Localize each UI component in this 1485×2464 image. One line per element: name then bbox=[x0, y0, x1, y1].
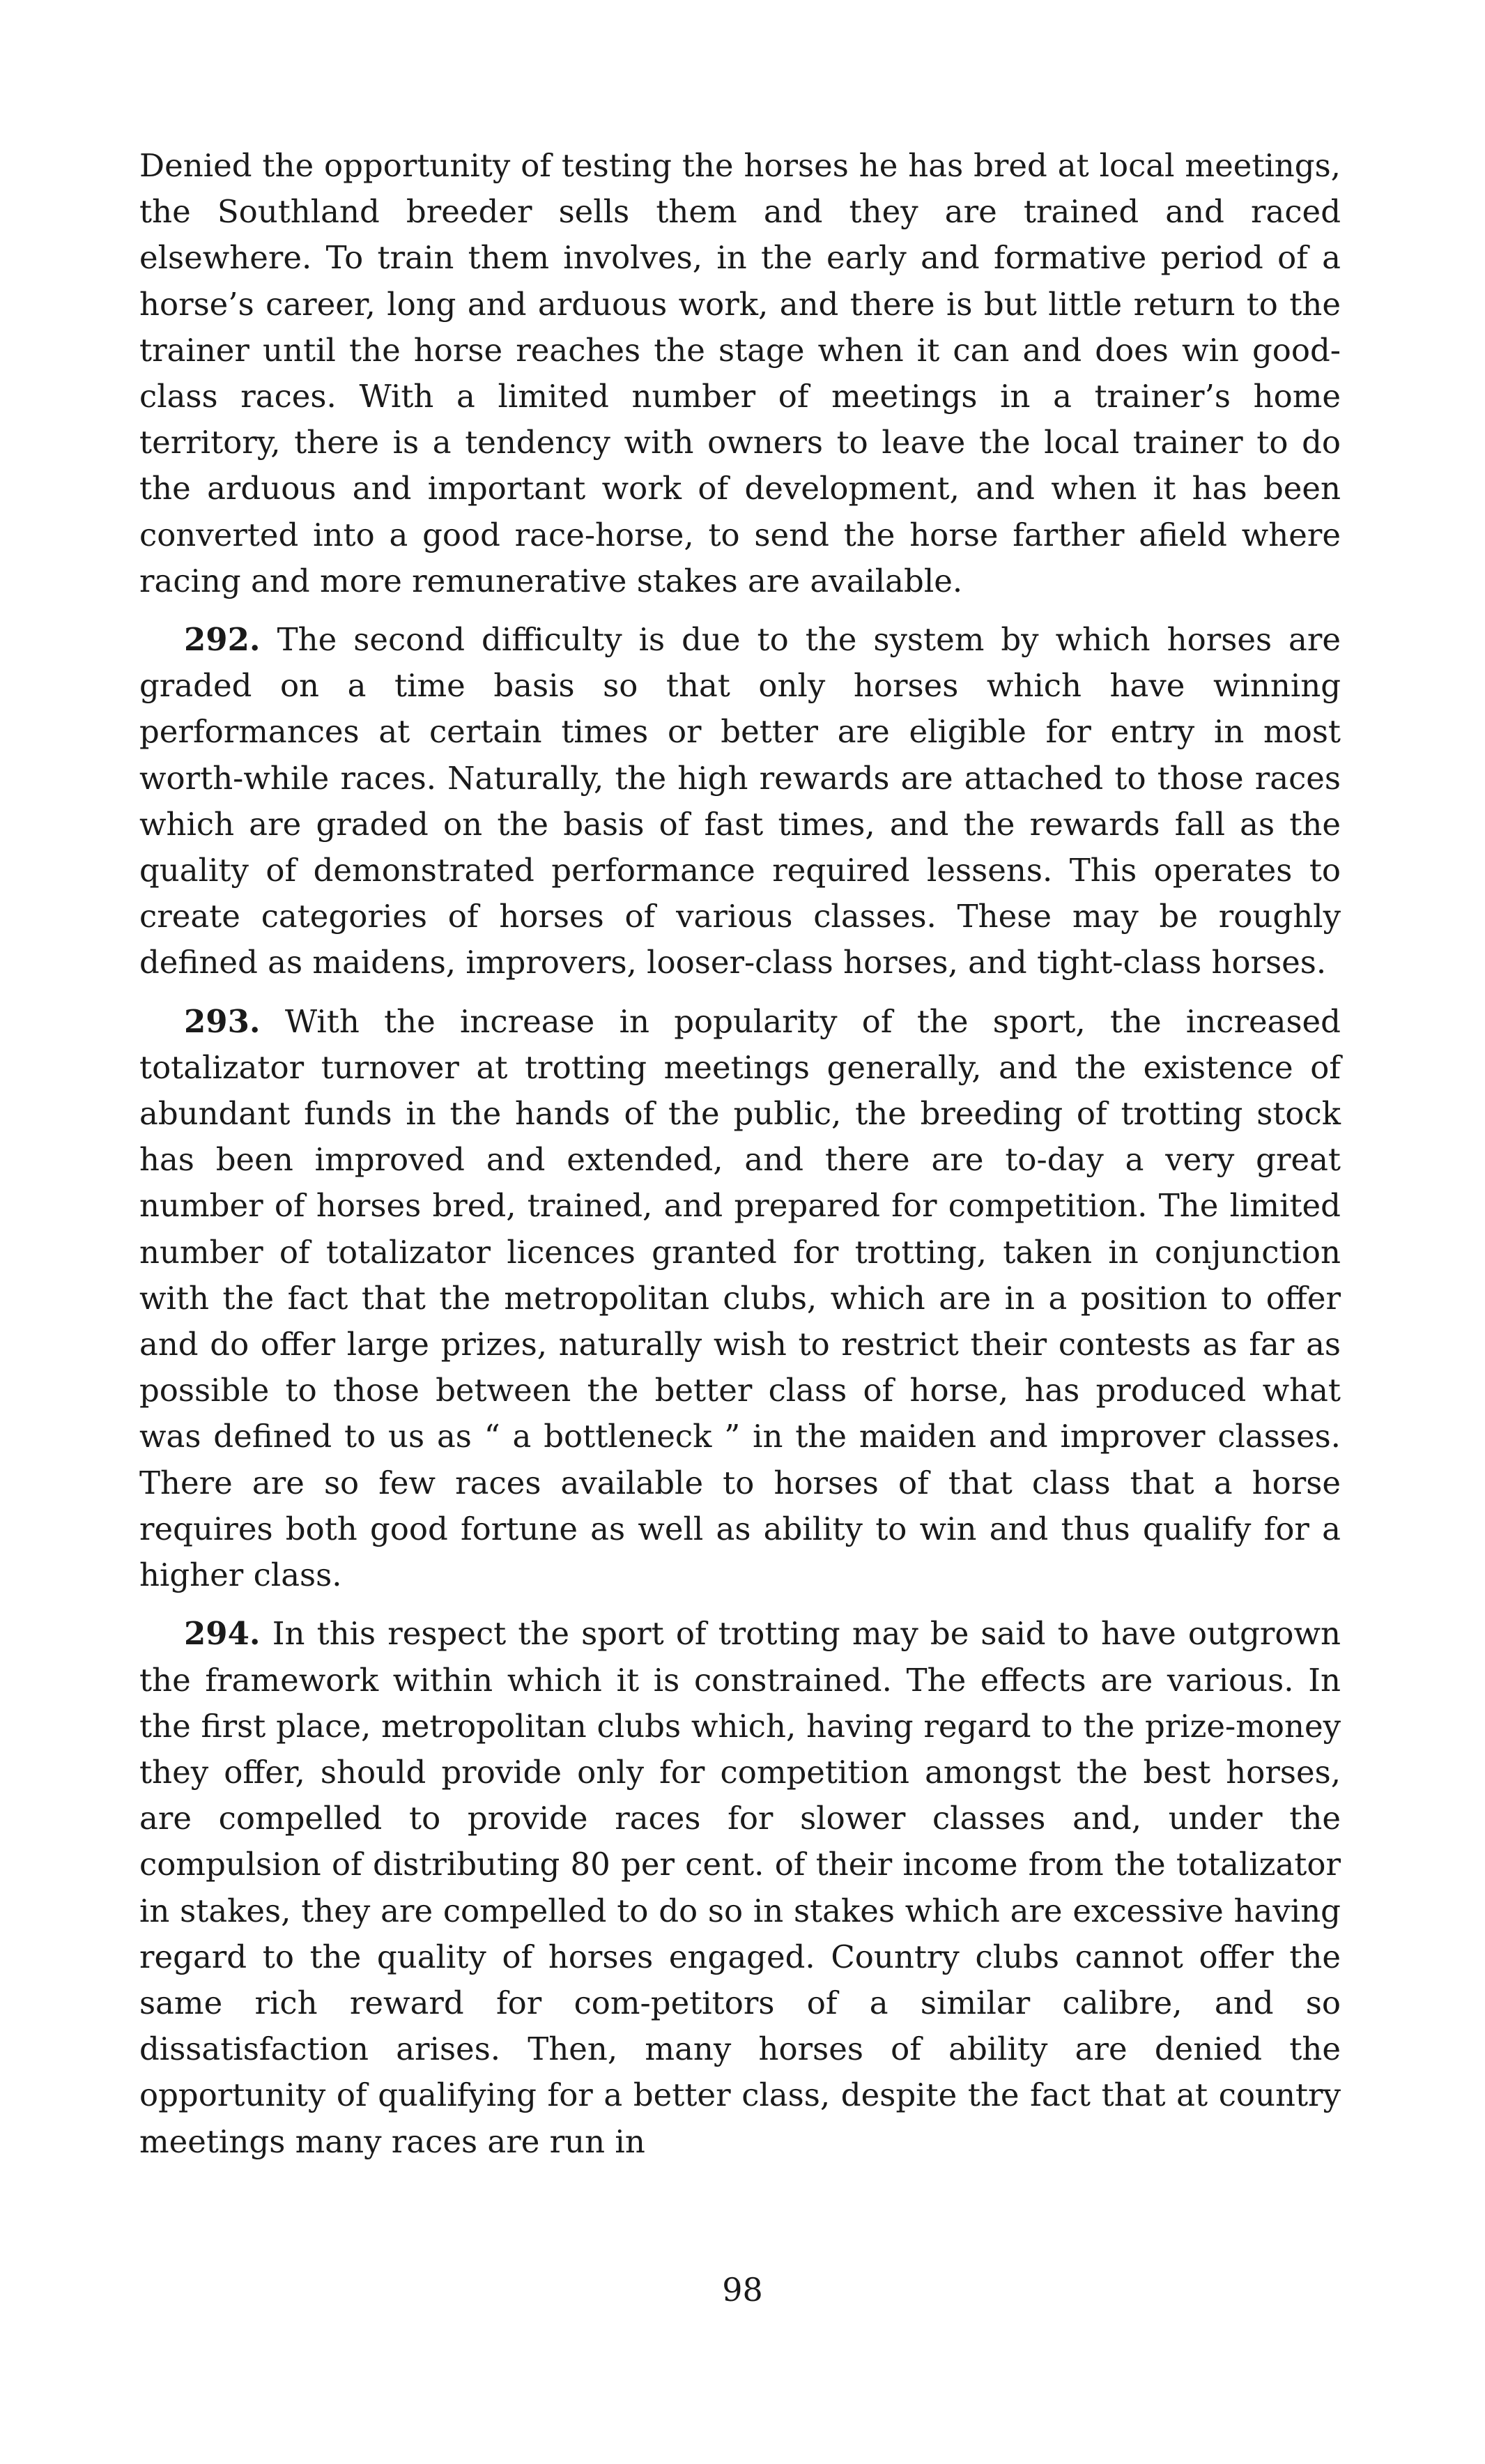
paragraph-number: 294. bbox=[184, 1615, 261, 1653]
paragraph-293 bbox=[139, 999, 1341, 1599]
page-number: 98 bbox=[722, 2271, 763, 2309]
page-body bbox=[139, 143, 1341, 2165]
paragraph-292 bbox=[139, 617, 1341, 986]
paragraph-text: With the increase in popularity of the sport, the increased totalizator turnover at trotting meetings generally, and the existence of abundant funds in the hands of the public, the breeding of trotting stock has been improved and extended, and there are to-day a very great number of horses bred, trained, and prepared for competition. The limited number of totalizator licences granted for trotting, taken in conjunction with the fact that the metropolitan clubs, which are in a position to offer and do offer large prizes, naturally wish to restrict their contests as far as possible to those between the better class of horse, has produced what was defined to us as “ a bottleneck ” in the maiden and improver classes. There are so few races available to horses of that class that a horse requires both good fortune as well as ability to win and thus qualify for a higher class. bbox=[139, 1002, 1341, 1594]
paragraph-text: The second difficulty is due to the system by which horses are graded on a time basis so that only horses which have winning performances at certain times or better are eligible for entry in most worth-while races. Naturally, the high rewards are attached to those races which are graded on the basis of fast times, and the rewards fall as the quality of demonstrated performance required lessens. This operates to create categories of horses of various classes. These may be roughly defined as maidens, improvers, looser-class horses, and tight-class horses. bbox=[139, 621, 1341, 981]
paragraph-text: In this respect the sport of trotting may be said to have outgrown the framework within which it is constrained. The effects are various. In the first place, metropolitan clubs which, having regard to the prize-money they offer, should provide only for competition amongst the best horses, are compelled to provide races for slower classes and, under the compulsion of distributing 80 per cent. of their income from the totalizator in stakes, they are compelled to do so in stakes which are excessive having regard to the quality of horses engaged. Country clubs cannot offer the same rich reward for com-petitors of a similar calibre, and so dissatisfaction arises. Then, many horses of ability are denied the opportunity of qualifying for a better class, despite the fact that at country meetings many races are run in bbox=[139, 1615, 1341, 2160]
paragraph-text: Denied the opportunity of testing the horses he has bred at local meetings, the Southland breeder sells them and they are trained and raced elsewhere. To train them involves, in the early and formative period of a horse’s career, long and arduous work, and there is but little return to the trainer until the horse reaches the stage when it can and does win good-class races. With a limited number of meetings in a trainer’s home territory, there is a tendency with owners to leave the local trainer to do the arduous and important work of development, and when it has been converted into a good race-horse, to send the horse farther afield where racing and more remunerative stakes are available. bbox=[139, 147, 1341, 599]
paragraph-number: 293. bbox=[184, 1002, 261, 1040]
paragraph-continuation bbox=[139, 143, 1341, 604]
paragraph-number: 292. bbox=[184, 621, 261, 659]
paragraph-294 bbox=[139, 1611, 1341, 2164]
